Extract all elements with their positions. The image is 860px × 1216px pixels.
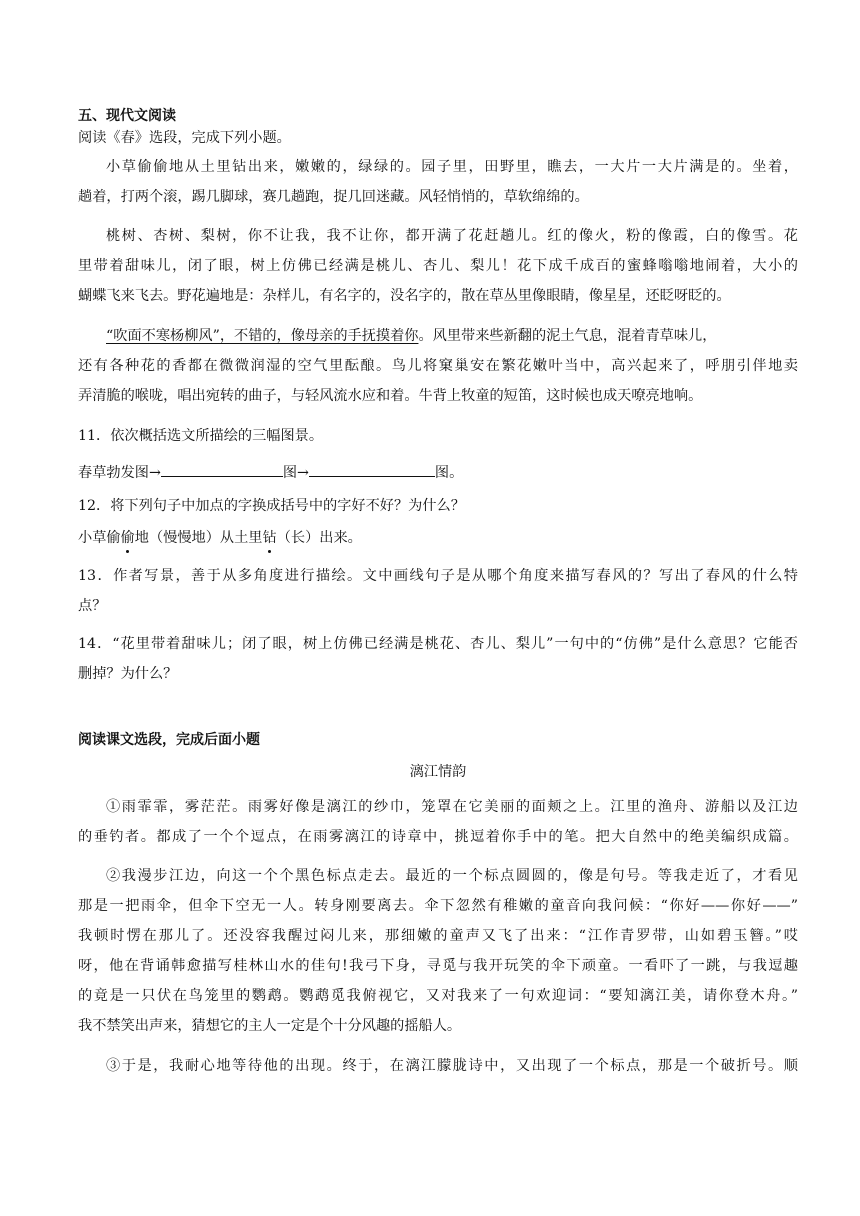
answer-connector: 图→ <box>282 465 309 481</box>
passage-line: ②我漫步江边，向这一个个黑色标点走去。最近的一个标点圆圆的，像是句号。等我走近了，才看见 <box>106 868 798 884</box>
answer-prefix: 春草勃发图→ <box>78 465 161 481</box>
question-14-cont: 删掉？为什么？ <box>78 666 178 682</box>
answer-blank-1[interactable] <box>161 462 283 477</box>
section-heading-text-reading: 阅读课文选段，完成后面小题 <box>78 732 260 748</box>
passage-line: 趟着，打两个滚，踢几脚球，赛几趟跑，捉几回迷藏。风轻悄悄的，草软绵绵的。 <box>78 189 589 205</box>
passage-line: 的垂钓者。都成了一个个逗点，在雨雾漓江的诗章中，挑逗着你手中的笔。把大自然中的绝美编织成篇。 <box>78 829 798 845</box>
answer-suffix: 图。 <box>434 465 464 481</box>
passage-text: 。风里带来些新翻的泥土气息，混着青草味儿， <box>418 328 717 344</box>
passage-line: 我顿时愣在那儿了。还没容我醒过闷儿来，那细嫩的童声又飞了出来：“江作青罗带，山如碧玉簪。”哎 <box>78 928 798 944</box>
sentence-text: （长）出来。 <box>276 530 362 546</box>
question-13-cont: 点？ <box>78 598 107 614</box>
sentence-text: 地（慢慢地）从土里 <box>134 530 263 546</box>
question-12-sentence <box>78 528 362 548</box>
question-13: 13．作者写景，善于从多角度进行描绘。文中画线句子是从哪个角度来描写春风的？写出了春风的什么特 <box>78 568 798 584</box>
reading-instruction: 阅读《春》选段，完成下列小题。 <box>78 130 291 146</box>
passage-line: ③于是，我耐心地等待他的出现。终于，在漓江朦胧诗中，又出现了一个标点，那是一个破折号。顺 <box>106 1058 798 1074</box>
question-14: 14．“花里带着甜味儿；闭了眼，树上仿佛已经满是桃花、杏儿、梨儿”一句中的“仿佛”是什么意思？它能否 <box>78 636 798 652</box>
dotted-char-zuan: 钻 <box>262 530 277 546</box>
passage-line: 那是一把雨伞，但伞下空无一人。转身刚要离去。伞下忽然有稚嫩的童音向我问候：“你好——你好——” <box>78 898 798 914</box>
passage-line: 呀，他在背诵韩愈描写桂林山水的佳句!我弓下身，寻觅与我开玩笑的伞下顽童。一看吓了一跳，与我逗趣 <box>78 958 798 974</box>
passage-line: 的竟是一只伏在鸟笼里的鹦鹉。鹦鹉觅我俯视它，又对我来了一句欢迎词：“要知漓江美，请你登木舟。” <box>78 988 798 1004</box>
passage-line: ①雨霏霏，雾茫茫。雨雾好像是漓江的纱巾，笼罩在它美丽的面颊之上。江里的渔舟、游船以及江边 <box>106 799 798 815</box>
question-12: 12．将下列句子中加点的字换成括号中的字好不好？为什么？ <box>78 498 465 514</box>
answer-blank-2[interactable] <box>309 462 435 477</box>
passage-line: 我不禁笑出声来，猜想它的主人一定是个十分风趣的摇船人。 <box>78 1018 462 1034</box>
dotted-char-tou: 偷 <box>120 530 135 546</box>
question-11-answer-line <box>78 462 463 483</box>
passage-line: 小草偷偷地从土里钻出来，嫩嫩的，绿绿的。园子里，田野里，瞧去，一大片一大片满是的。坐着， <box>106 159 798 175</box>
passage-line: 还有各种花的香都在微微润湿的空气里酝酿。鸟儿将窠巢安在繁花嫩叶当中，高兴起来了，呼朋引伴地卖 <box>78 358 798 374</box>
passage-line: 蝴蝶飞来飞去。野花遍地是：杂样儿，有名字的，没名字的，散在草丛里像眼睛，像星星，还眨呀眨的。 <box>78 288 731 304</box>
sentence-text: 小草偷 <box>78 530 121 546</box>
passage-line: 弄清脆的喉咙，唱出宛转的曲子，与轻风流水应和着。牛背上牧童的短笛，这时候也成天嘹亮地响。 <box>78 388 703 404</box>
section-heading-modern-reading: 五、现代文阅读 <box>78 108 176 124</box>
underlined-sentence: “吹面不寒杨柳风”，不错的，像母亲的手抚摸着你 <box>106 328 419 344</box>
passage-line: 里带着甜味儿，闭了眼，树上仿佛已经满是桃儿、杏儿、梨儿！花下成千成百的蜜蜂嗡嗡地闹着，大小的 <box>78 258 798 274</box>
passage-title: 漓江情韵 <box>409 764 467 780</box>
passage-line: 桃树、杏树、梨树，你不让我，我不让你，都开满了花赶趟儿。红的像火，粉的像霞，白的像雪。花 <box>106 228 798 244</box>
passage-line <box>78 326 716 346</box>
question-11: 11．依次概括选文所描绘的三幅图景。 <box>78 428 324 444</box>
